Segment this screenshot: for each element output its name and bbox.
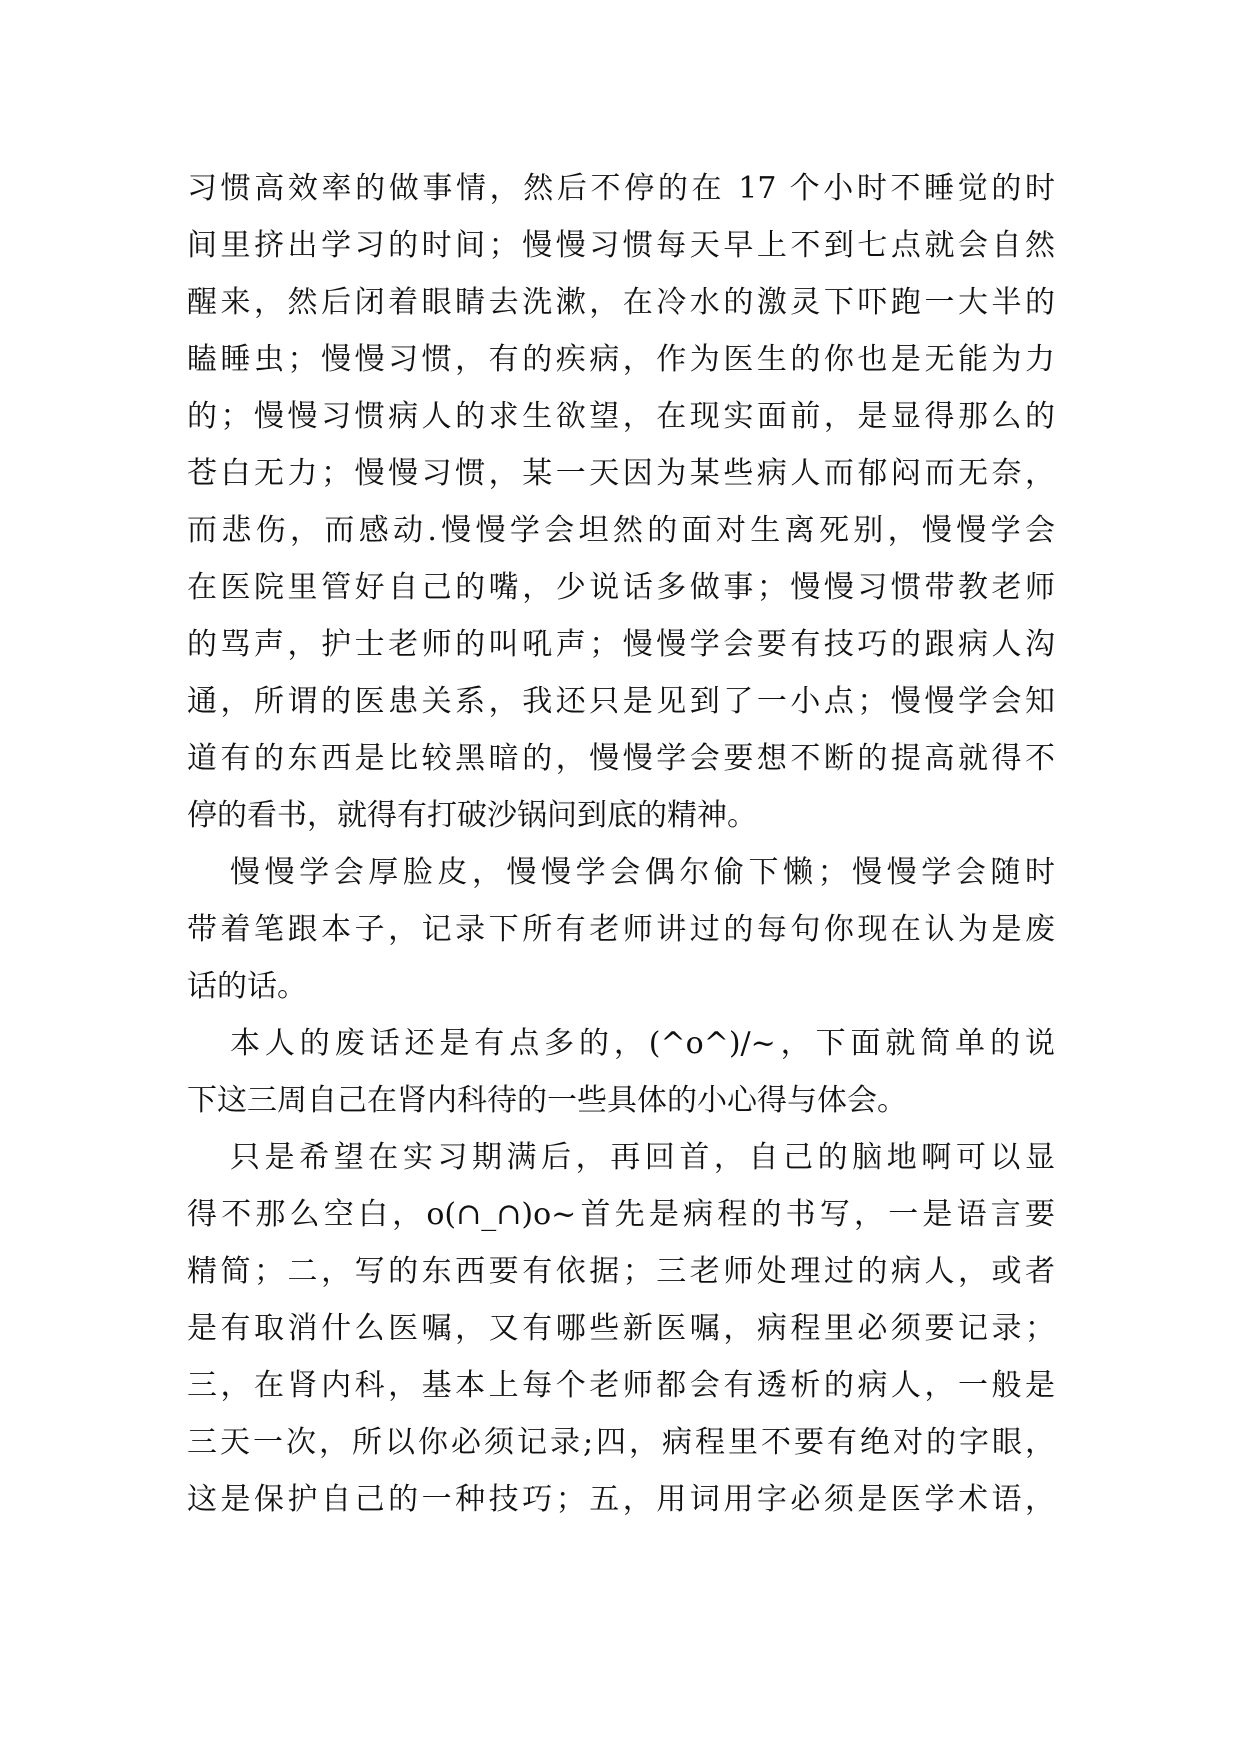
text-line: 只是希望在实习期满后，再回首，自己的脑地啊可以显 bbox=[230, 1140, 1055, 1175]
text-line: 的骂声，护士老师的叫吼声；慢慢学会要有技巧的跟病人沟 bbox=[187, 627, 1055, 662]
paragraph bbox=[187, 844, 1055, 1015]
paragraph bbox=[187, 1129, 1055, 1528]
text-line: 三，在肾内科，基本上每个老师都会有透析的病人，一般是 bbox=[187, 1368, 1055, 1403]
paragraph bbox=[187, 1015, 1055, 1129]
text-line: 慢慢学会厚脸皮，慢慢学会偶尔偷下懒；慢慢学会随时 bbox=[230, 855, 1055, 890]
text-line: 停的看书，就得有打破沙锅问到底的精神。 bbox=[187, 798, 757, 833]
text-line: 醒来，然后闭着眼睛去洗漱，在冷水的激灵下吓跑一大半的 bbox=[187, 285, 1055, 320]
text-line: 下这三周自己在肾内科待的一些具体的小心得与体会。 bbox=[187, 1083, 907, 1118]
text-line: 在医院里管好自己的嘴，少说话多做事；慢慢习惯带教老师 bbox=[187, 570, 1055, 605]
paragraph bbox=[187, 160, 1055, 844]
text-line: 间里挤出学习的时间；慢慢习惯每天早上不到七点就会自然 bbox=[187, 228, 1055, 263]
text-line: 道有的东西是比较黑暗的，慢慢学会要想不断的提高就得不 bbox=[187, 741, 1055, 776]
text-line: 瞌睡虫；慢慢习惯，有的疾病，作为医生的你也是无能为力 bbox=[187, 342, 1055, 377]
text-line: 带着笔跟本子，记录下所有老师讲过的每句你现在认为是废 bbox=[187, 912, 1055, 947]
text-line: 精简；二，写的东西要有依据；三老师处理过的病人，或者 bbox=[187, 1254, 1055, 1289]
text-line: 本人的废话还是有点多的，(^o^)/~，下面就简单的说 bbox=[230, 1026, 1055, 1061]
text-line: 三天一次，所以你必须记录;四，病程里不要有绝对的字眼， bbox=[187, 1425, 1055, 1460]
text-line: 得不那么空白，o(∩_∩)o~首先是病程的书写，一是语言要 bbox=[187, 1197, 1055, 1232]
text-line: 通，所谓的医患关系，我还只是见到了一小点；慢慢学会知 bbox=[187, 684, 1055, 719]
text-line: 苍白无力；慢慢习惯，某一天因为某些病人而郁闷而无奈， bbox=[187, 456, 1055, 491]
text-line: 而悲伤，而感动.慢慢学会坦然的面对生离死别，慢慢学会 bbox=[187, 513, 1055, 548]
text-line: 的；慢慢习惯病人的求生欲望，在现实面前，是显得那么的 bbox=[187, 399, 1055, 434]
text-line: 话的话。 bbox=[187, 969, 307, 1004]
text-line: 是有取消什么医嘱，又有哪些新医嘱，病程里必须要记录； bbox=[187, 1311, 1055, 1346]
text-line: 这是保护自己的一种技巧；五，用词用字必须是医学术语， bbox=[187, 1482, 1055, 1517]
body-text bbox=[187, 160, 1055, 1528]
text-line: 习惯高效率的做事情，然后不停的在 17 个小时不睡觉的时 bbox=[187, 171, 1055, 206]
